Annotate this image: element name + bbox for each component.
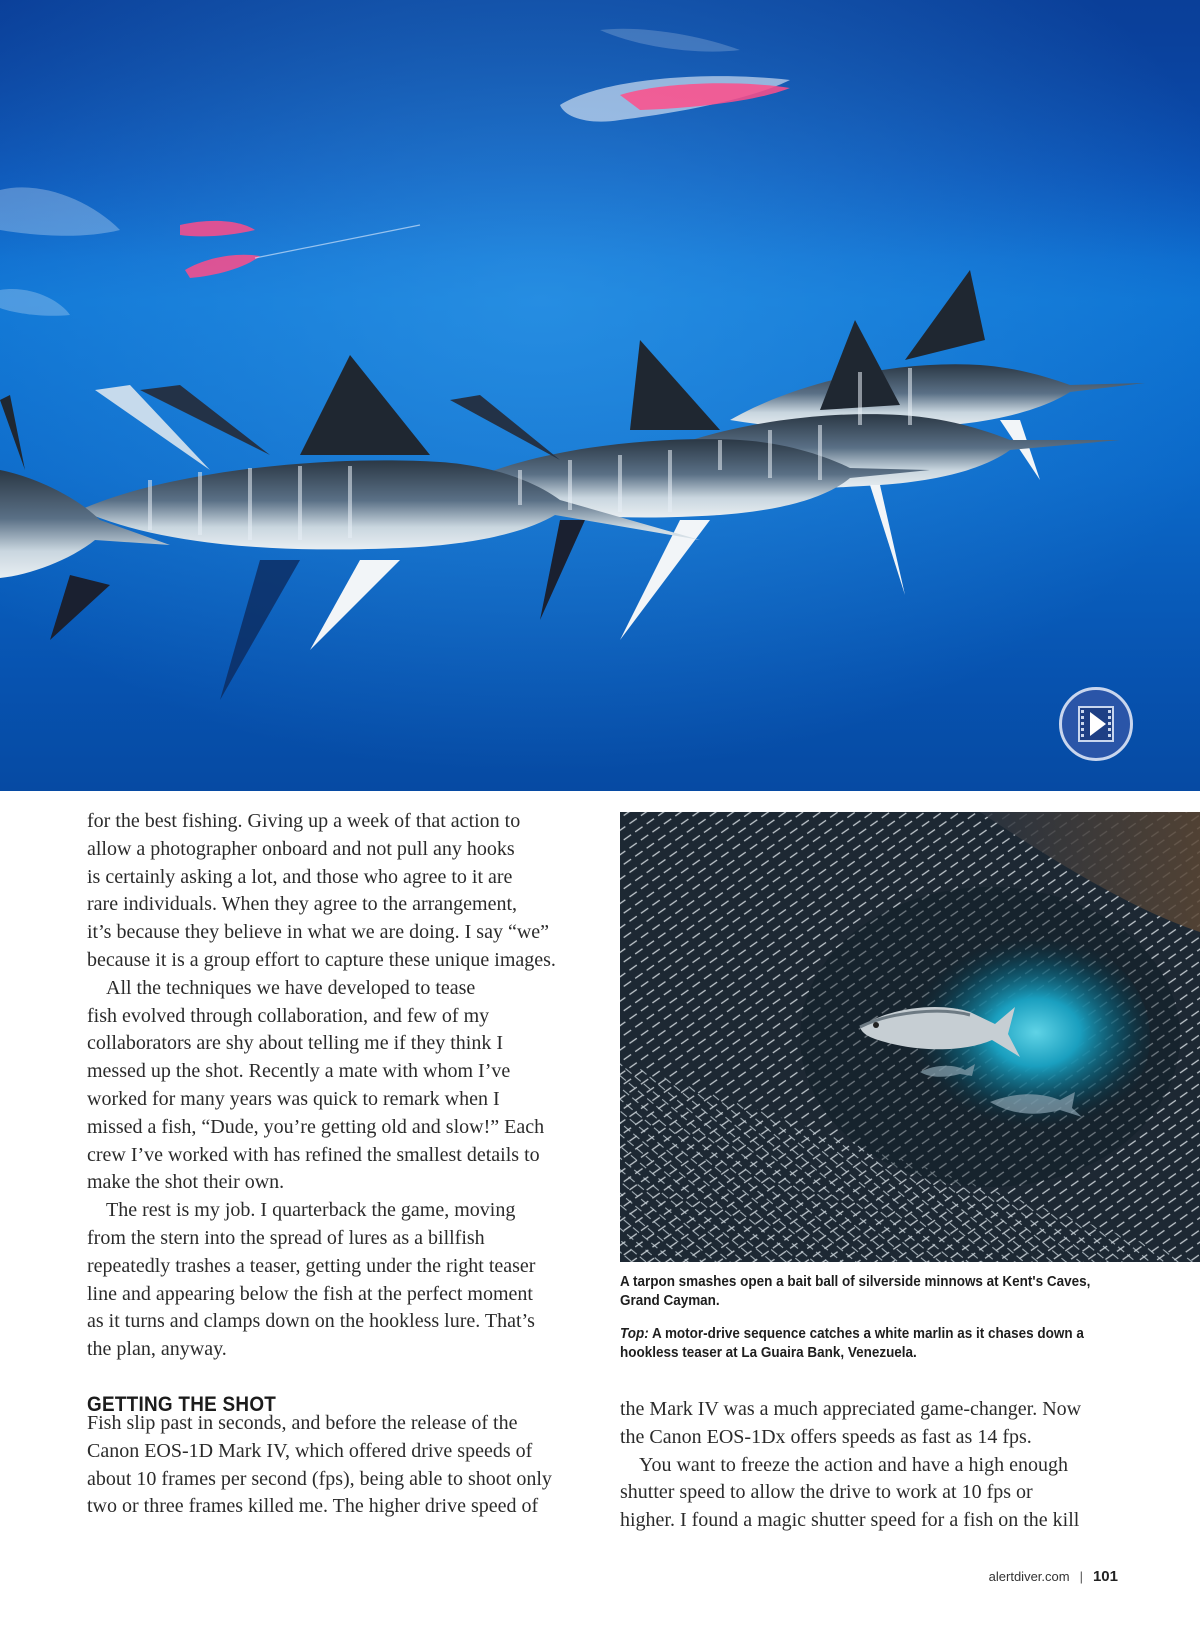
page-footer <box>989 1568 1118 1585</box>
site-url: alertdiver.com <box>988 1569 1070 1584</box>
caption-text: A motor-drive sequence catches a white marlin as it chases down a hookless teaser at La Guaira Bank, Venezuela. <box>620 1326 1084 1361</box>
play-video-button[interactable] <box>1059 687 1133 761</box>
footer-separator: | <box>1079 1569 1083 1584</box>
paragraph-3: The rest is my job. I quarterback the game, moving from the stern into the spread of lures as a billfish repeatedly trashes a teaser, getting under the right teaser line and appearing below the fish at the perfect moment as it turns and clamps down on the hookless lure. That’s the plan, anyway. <box>87 1199 536 1361</box>
marlin-illustration <box>0 0 1200 791</box>
section-heading: GETTING THE SHOT <box>87 1393 277 1416</box>
tarpon-illustration <box>620 812 1200 1262</box>
left-column-text <box>87 808 592 1364</box>
hero-photo <box>0 0 1200 791</box>
section-paragraph-3: You want to freeze the action and have a high enough shutter speed to allow the drive to work at 10 fps or higher. I found a magic shutter speed for a fish on the kill <box>620 1453 1080 1532</box>
section-paragraph-1: Fish slip past in seconds, and before the release of the Canon EOS-1D Mark IV, which offered drive speeds of about 10 frames per second (fps), being able to shoot only two or three frames killed me. The higher drive speed of <box>87 1412 552 1518</box>
play-video-icon <box>1062 690 1130 758</box>
section-left-text <box>87 1410 592 1521</box>
paragraph-1: for the best fishing. Giving up a week of that action to allow a photographer onboard and not pull any hooks is certainly asking a lot, and those who agree to it are rare individuals. When they agree to the arrangement, it’s because they believe in what we are doing. I say “we” because it is a group effort to capture these unique images. <box>87 810 556 971</box>
caption-lead: Top: <box>620 1326 649 1342</box>
tarpon-photo <box>620 812 1200 1262</box>
page-number: 101 <box>1092 1568 1118 1585</box>
section-right-text <box>620 1396 1125 1535</box>
top-photo-caption <box>620 1325 1104 1363</box>
paragraph-2: All the techniques we have developed to tease fish evolved through collaboration, and few of my collaborators are shy about telling me if they think I messed up the shot. Recently a mate with whom I’ve worked for many years was quick to remark when I missed a fish, “Dude, you’re getting old and slow!” Each crew I’ve worked with has refined the smallest details to make the shot their own. <box>87 976 545 1194</box>
section-paragraph-2: the Mark IV was a much appreciated game-changer. Now the Canon EOS-1Dx offers speeds as fast as 14 fps. <box>620 1398 1082 1448</box>
photo-caption: A tarpon smashes open a bait ball of silverside minnows at Kent's Caves, Grand Cayman. <box>620 1274 1091 1309</box>
